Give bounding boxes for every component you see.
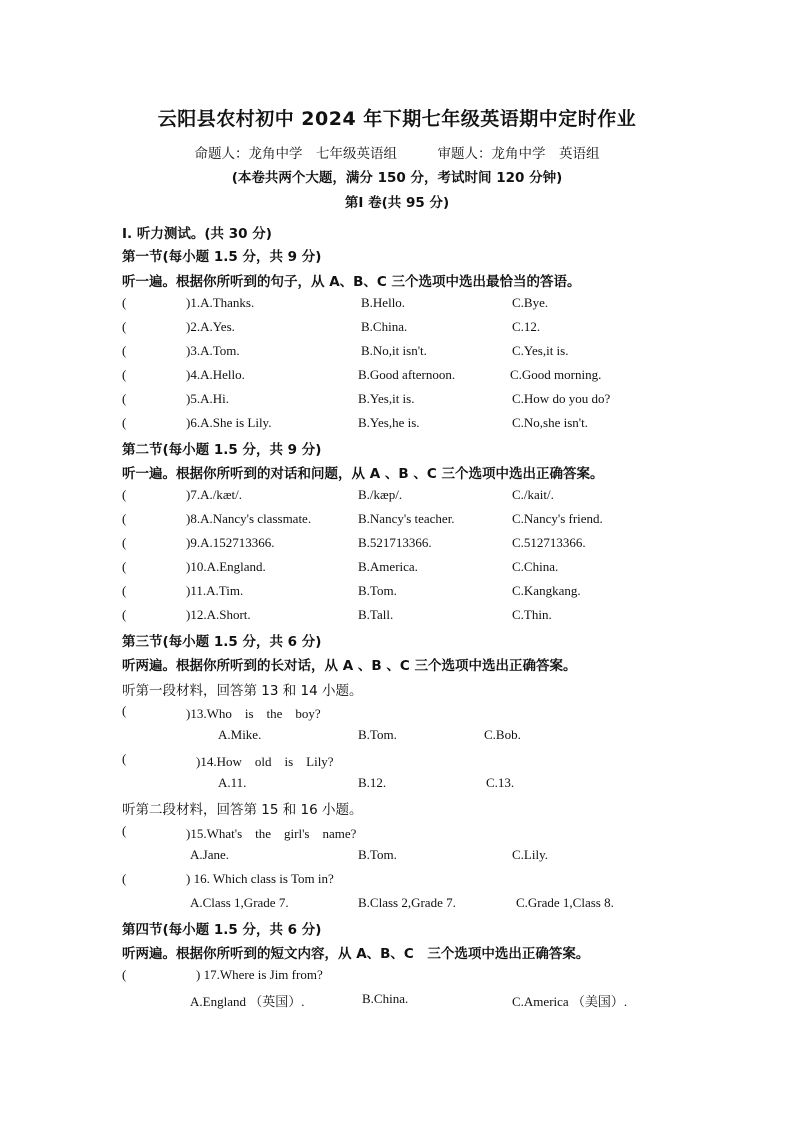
answer-paren[interactable]: ( (122, 511, 127, 526)
question-option-b: B.Yes,it is. (358, 391, 415, 406)
question-option-c: C.Thin. (512, 607, 552, 622)
answer-paren[interactable]: ( (122, 751, 127, 766)
question-stem: )15.What's the girl's name? (186, 826, 357, 841)
question-option-a: A.Jane. (190, 847, 229, 862)
question-option-c: C.Yes,it is. (512, 343, 569, 358)
question-option-b: B.Tom. (358, 847, 397, 862)
answer-paren[interactable]: ( (122, 391, 127, 406)
question-option-a: A.Mike. (218, 727, 262, 742)
sec2-instruction: 听一遍。根据你所听到的对话和问题，从 A 、B 、C 三个选项中选出正确答案。 (122, 466, 604, 482)
answer-paren[interactable]: ( (122, 535, 127, 550)
question-option-c: C.No,she isn't. (512, 415, 589, 430)
question-option-a: A.Class 1,Grade 7. (190, 895, 289, 910)
answer-paren[interactable]: ( (122, 607, 127, 622)
question-option-c: C.Bye. (512, 295, 549, 310)
question-option-b: B.Yes,he is. (358, 415, 420, 430)
question-option-c: C.512713366. (512, 535, 586, 550)
question-option-c: C.China. (512, 559, 559, 574)
sec4-instruction: 听两遍。根据你所听到的短文内容，从 A、B、C 三个选项中选出正确答案。 (122, 946, 590, 962)
question-option-c: C.Nancy's friend. (512, 511, 603, 526)
question-option-b: B./kæp/. (358, 487, 403, 502)
part1-title: I. 听力测试。(共 30 分) (122, 226, 272, 242)
question-option-a: )4.A.Hello. (186, 367, 245, 382)
question-option-c: C.Kangkang. (512, 583, 581, 598)
question-option-a: )7.A./kæt/. (186, 487, 242, 502)
sec3-instruction: 听两遍。根据你所听到的长对话，从 A 、B 、C 三个选项中选出正确答案。 (122, 658, 577, 674)
sec1-heading: 第一节(每小题 1.5 分，共 9 分) (122, 249, 322, 265)
material-1-note: 听第一段材料，回答第 13 和 14 小题。 (122, 683, 363, 699)
question-option-a: A.England （英国）. (190, 994, 305, 1009)
question-option-b: B.12. (358, 775, 387, 790)
answer-paren[interactable]: ( (122, 703, 127, 718)
question-option-b: B.Tall. (358, 607, 394, 622)
sec3-heading: 第三节(每小题 1.5 分，共 6 分) (122, 634, 322, 650)
answer-paren[interactable]: ( (122, 367, 127, 382)
question-option-a: )6.A.She is Lily. (186, 415, 272, 430)
question-option-a: )12.A.Short. (186, 607, 251, 622)
question-option-a: )11.A.Tim. (186, 583, 244, 598)
volume-title: 第Ⅰ 卷(共 95 分) (344, 195, 450, 211)
question-option-a: )10.A.England. (186, 559, 266, 574)
material-2-note: 听第二段材料，回答第 15 和 16 小题。 (122, 802, 363, 818)
answer-paren[interactable]: ( (122, 871, 127, 886)
question-option-b: B.Tom. (358, 583, 397, 598)
question-option-a: )9.A.152713366. (186, 535, 275, 550)
sec1-instruction: 听一遍。根据你所听到的句子，从 A、B、C 三个选项中选出最恰当的答语。 (122, 274, 581, 290)
answer-paren[interactable]: ( (122, 823, 127, 838)
question-option-b: B.China. (362, 991, 409, 1006)
author-line: 命题人：龙角中学 七年级英语组 审题人：龙角中学 英语组 (194, 146, 600, 162)
question-option-a: )3.A.Tom. (186, 343, 240, 358)
question-stem: )13.Who is the boy? (186, 706, 321, 721)
question-option-b: B.No,it isn't. (361, 343, 427, 358)
answer-paren[interactable]: ( (122, 343, 127, 358)
question-option-b: B.Hello. (361, 295, 406, 310)
question-option-c: C.Bob. (484, 727, 521, 742)
question-option-c: C.Grade 1,Class 8. (516, 895, 614, 910)
answer-paren[interactable]: ( (122, 583, 127, 598)
question-option-b: B.Tom. (358, 727, 397, 742)
question-option-c: C.Lily. (512, 847, 548, 862)
question-option-c: C.13. (486, 775, 515, 790)
question-stem: )14.How old is Lily? (196, 754, 334, 769)
answer-paren[interactable]: ( (122, 319, 127, 334)
sec4-heading: 第四节(每小题 1.5 分，共 6 分) (122, 922, 322, 938)
question-option-a: )2.A.Yes. (186, 319, 235, 334)
question-option-c: C.12. (512, 319, 541, 334)
question-stem: ) 17.Where is Jim from? (196, 967, 323, 982)
question-option-c: C.America （美国）. (512, 994, 628, 1009)
question-option-a: )5.A.Hi. (186, 391, 229, 406)
answer-paren[interactable]: ( (122, 487, 127, 502)
exam-info: (本卷共两个大题，满分 150 分，考试时间 120 分钟) (231, 170, 563, 186)
answer-paren[interactable]: ( (122, 967, 127, 982)
question-option-b: B.Class 2,Grade 7. (358, 895, 456, 910)
question-option-b: B.America. (358, 559, 418, 574)
question-option-c: C.Good morning. (510, 367, 602, 382)
question-option-a: )1.A.Thanks. (186, 295, 255, 310)
question-option-a: )8.A.Nancy's classmate. (186, 511, 312, 526)
exam-title: 云阳县农村初中 2024 年下期七年级英语期中定时作业 (157, 108, 637, 130)
question-stem: ) 16. Which class is Tom in? (186, 871, 334, 886)
answer-paren[interactable]: ( (122, 415, 127, 430)
question-option-b: B.China. (361, 319, 408, 334)
question-option-b: B.Good afternoon. (358, 367, 456, 382)
sec2-heading: 第二节(每小题 1.5 分，共 9 分) (122, 442, 322, 458)
question-option-c: C./kait/. (512, 487, 554, 502)
question-option-b: B.Nancy's teacher. (358, 511, 455, 526)
answer-paren[interactable]: ( (122, 295, 127, 310)
question-option-b: B.521713366. (358, 535, 432, 550)
question-option-c: C.How do you do? (512, 391, 611, 406)
answer-paren[interactable]: ( (122, 559, 127, 574)
question-option-a: A.11. (218, 775, 247, 790)
